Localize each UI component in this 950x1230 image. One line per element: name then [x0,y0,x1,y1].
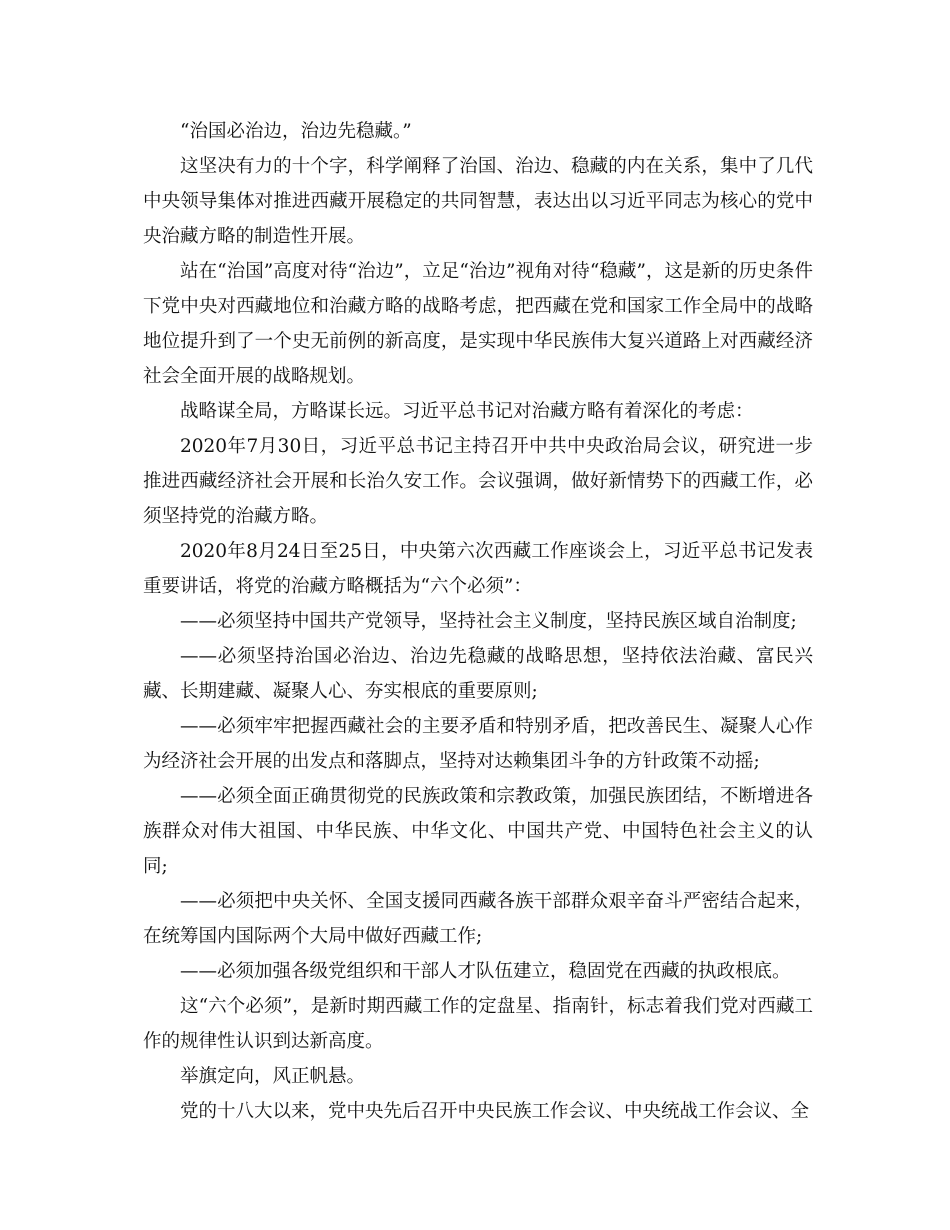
paragraph-2: 这坚决有力的十个字，科学阐释了治国、治边、稳藏的内在关系，集中了几代中央领导集体对推进西藏开展稳定的共同智慧，表达出以习近平同志为核心的党中央治藏方略的制造性开展。 [143,156,813,247]
paragraph-5: 2020年7月30日，习近平总书记主持召开中共中央政治局会议，研究进一步推进西藏经济社会开展和长治久安工作。会议强调，做好新情势下的西藏工作，必须坚持党的治藏方略。 [143,436,813,527]
paragraph-6: 2020年8月24日至25日，中央第六次西藏工作座谈会上，习近平总书记发表重要讲话，将党的治藏方略概括为“六个必须”： [143,541,813,597]
paragraph-3: 站在“治国”高度对待“治边”，立足“治边”视角对待“稳藏”，这是新的历史条件下党中央对西藏地位和治藏方略的战略考虑，把西藏在党和国家工作全局中的战略地位提升到了一个史无前例的新高度，是实现中华民族伟大复兴道路上对西藏经济社会全面开展的战略规划。 [143,261,813,387]
list-item-5: ——必须把中央关怀、全国支援同西藏各族干部群众艰辛奋斗严密结合起来，在统筹国内国际两个大局中做好西藏工作; [143,891,813,947]
paragraph-7: 这“六个必须”，是新时期西藏工作的定盘星、指南针，标志着我们党对西藏工作的规律性认识到达新高度。 [143,996,813,1052]
list-item-6: ——必须加强各级党组织和干部人才队伍建立，稳固党在西藏的执政根底。 [180,961,791,982]
list-item-1: ——必须坚持中国共产党领导，坚持社会主义制度，坚持民族区域自治制度; [180,611,797,632]
list-item-2: ——必须坚持治国必治边、治边先稳藏的战略思想，坚持依法治藏、富民兴藏、长期建藏、凝聚人心、夯实根底的重要原则; [143,646,813,702]
paragraph-8: 举旗定向，风正帆悬。 [180,1066,366,1087]
list-item-3: ——必须牢牢把握西藏社会的主要矛盾和特别矛盾，把改善民生、凝聚人心作为经济社会开展的出发点和落脚点，坚持对达赖集团斗争的方针政策不动摇; [143,716,813,772]
document-body [143,114,813,1129]
paragraph-1: “治国必治边，治边先稳藏。” [180,121,412,142]
paragraph-4: 战略谋全局，方略谋长远。习近平总书记对治藏方略有着深化的考虑： [180,401,754,422]
paragraph-9: 党的十八大以来，党中央先后召开中央民族工作会议、中央统战工作会议、全 [180,1101,810,1122]
list-item-4: ——必须全面正确贯彻党的民族政策和宗教政策，加强民族团结，不断增进各族群众对伟大祖国、中华民族、中华文化、中国共产党、中国特色社会主义的认同; [143,786,813,877]
